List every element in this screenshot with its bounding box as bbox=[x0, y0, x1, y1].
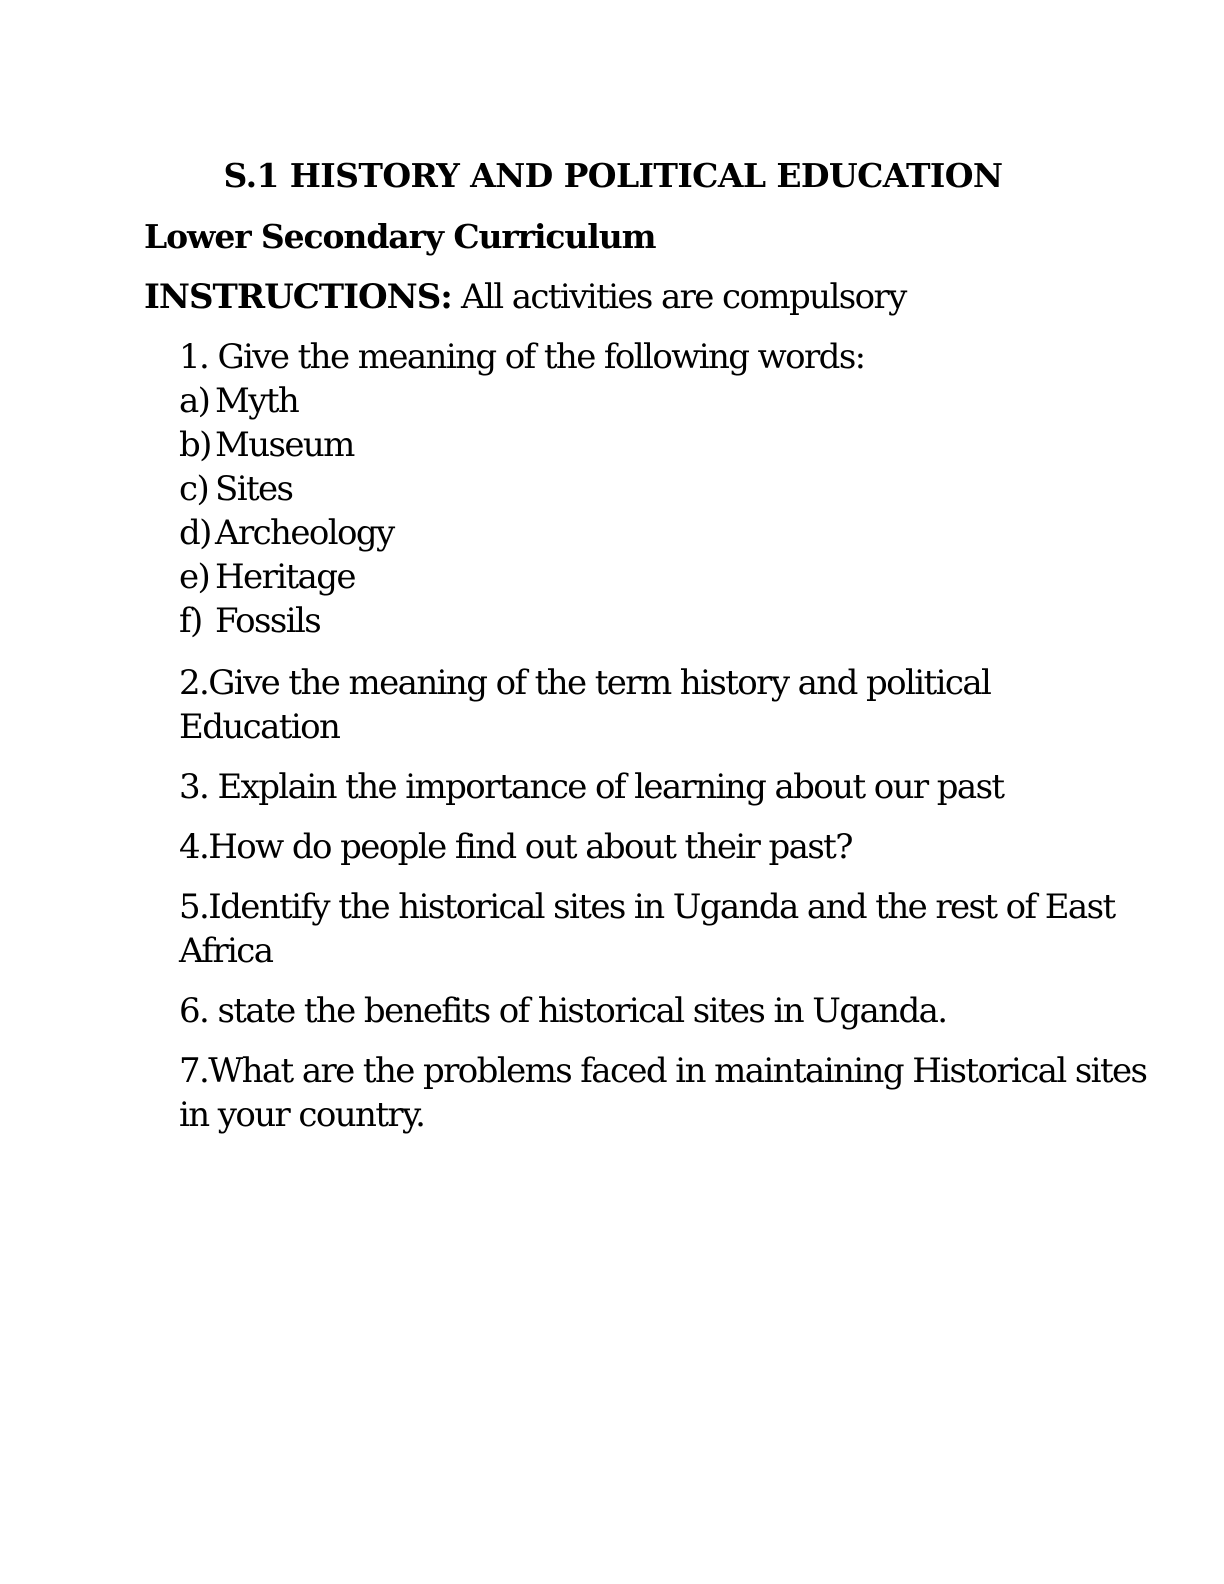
question-2-line-2: Education bbox=[179, 707, 340, 747]
word-letter: b) bbox=[179, 425, 211, 465]
word-text: Sites bbox=[215, 469, 293, 509]
question-5 bbox=[179, 885, 1115, 973]
question-3: 3. Explain the importance of learning about our past bbox=[179, 767, 1004, 807]
word-text: Museum bbox=[215, 425, 354, 465]
instructions-line bbox=[144, 275, 906, 319]
word-letter: c) bbox=[179, 469, 209, 509]
question-7 bbox=[179, 1049, 1146, 1137]
word-text: Fossils bbox=[215, 601, 321, 641]
question-7-line-2: in your country. bbox=[179, 1095, 425, 1135]
word-letter: a) bbox=[179, 381, 210, 421]
question-6: 6. state the benefits of historical sites in Uganda. bbox=[179, 991, 947, 1031]
word-letter: f) bbox=[179, 601, 202, 641]
question-5-line-2: Africa bbox=[179, 931, 273, 971]
word-item bbox=[179, 423, 354, 467]
word-item bbox=[179, 511, 394, 555]
question-4: 4.How do people find out about their past? bbox=[179, 827, 852, 867]
word-item bbox=[179, 467, 292, 511]
question-2-line-1: 2.Give the meaning of the term history and political bbox=[179, 663, 991, 703]
word-item bbox=[179, 599, 320, 643]
word-text: Archeology bbox=[215, 513, 394, 553]
instructions-text: All activities are compulsory bbox=[461, 277, 906, 317]
instructions-label: INSTRUCTIONS: bbox=[144, 277, 452, 317]
document-title: S.1 HISTORY AND POLITICAL EDUCATION bbox=[223, 156, 1003, 195]
question-1: 1. Give the meaning of the following words: bbox=[179, 337, 865, 377]
question-2 bbox=[179, 661, 990, 749]
curriculum-subtitle: Lower Secondary Curriculum bbox=[144, 217, 656, 256]
word-item bbox=[179, 555, 355, 599]
word-item bbox=[179, 379, 298, 423]
question-7-line-1: 7.What are the problems faced in maintaining Historical sites bbox=[179, 1051, 1147, 1091]
word-text: Myth bbox=[215, 381, 299, 421]
word-letter: d) bbox=[179, 513, 211, 553]
word-text: Heritage bbox=[215, 557, 355, 597]
question-5-line-1: 5.Identify the historical sites in Uganda and the rest of East bbox=[179, 887, 1115, 927]
word-letter: e) bbox=[179, 557, 210, 597]
